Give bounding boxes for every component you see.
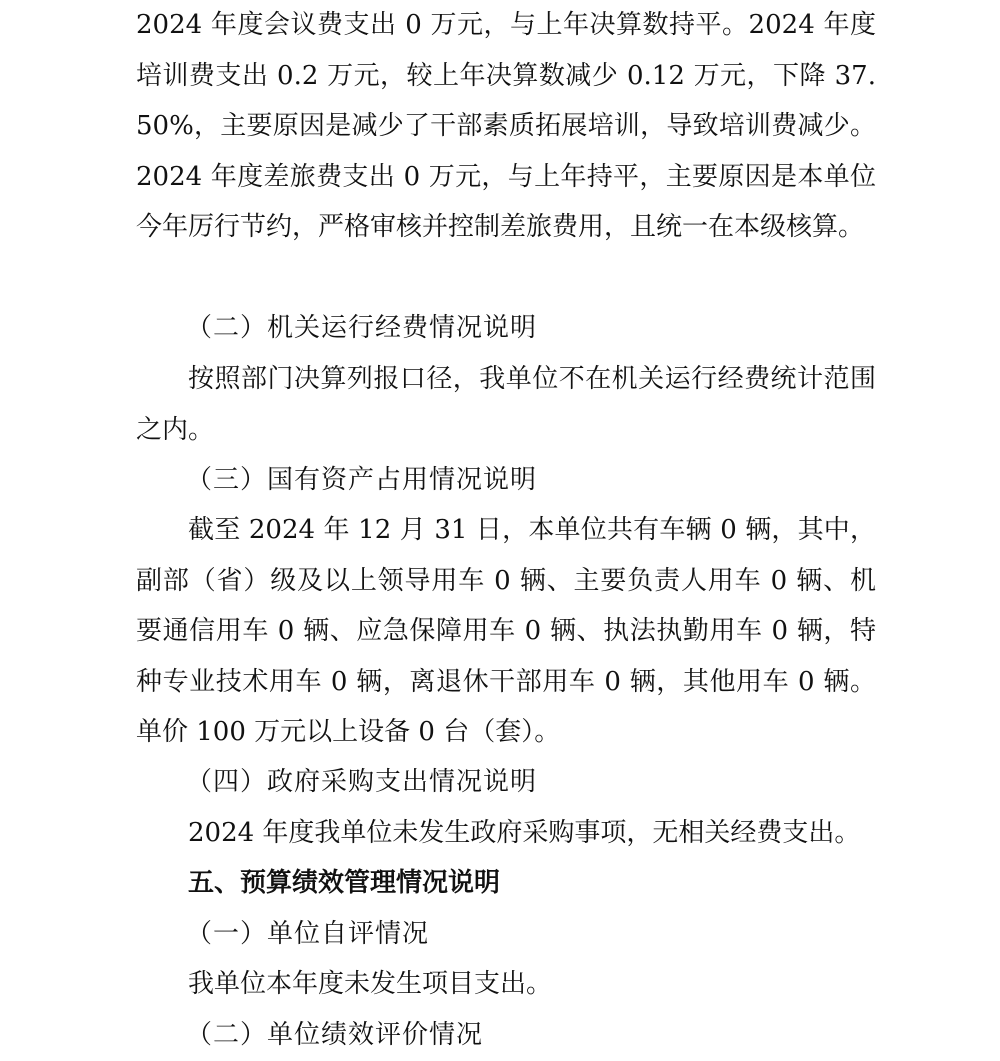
- paragraph-government-procurement: 2024 年度我单位未发生政府采购事项，无相关经费支出。: [188, 818, 861, 848]
- heading-government-procurement: （四）政府采购支出情况说明: [186, 767, 538, 797]
- paragraph-unit-self-evaluation: 我单位本年度未发生项目支出。: [188, 969, 553, 999]
- paragraph-meeting-training-travel-expenses: 2024 年度会议费支出 0 万元，与上年决算数持平。2024 年度培训费支出 0.2 万元，较上年决算数减少 0.12 万元，下降 37.50%，主要原因是减少了干部素质拓展培训，导致培训费减少。2024 年度差旅费支出 0 万元，与上年持平，主要原因是本单位今年厉行节约，严格审核并控制差旅费用，且统一在本级核算。: [136, 10, 876, 242]
- paragraph-state-assets: 截至 2024 年 12 月 31 日，本单位共有车辆 0 辆，其中，副部（省）级及以上领导用车 0 辆、主要负责人用车 0 辆、机要通信用车 0 辆、应急保障用车 0 辆、执法执勤用车 0 辆，特种专业技术用车 0 辆，离退休干部用车 0 辆，其他用车 0 辆。单价 100 万元以上设备 0 台（套）。: [136, 515, 876, 747]
- heading-unit-self-evaluation: （一）单位自评情况: [186, 919, 430, 949]
- heading-state-assets: （三）国有资产占用情况说明: [186, 465, 538, 495]
- heading-unit-performance-evaluation: （二）单位绩效评价情况: [186, 1020, 484, 1050]
- heading-agency-operating-expenses: （二）机关运行经费情况说明: [186, 313, 538, 343]
- heading-budget-performance-management: 五、预算绩效管理情况说明: [188, 868, 501, 898]
- paragraph-agency-operating-expenses: 按照部门决算列报口径，我单位不在机关运行经费统计范围之内。: [136, 364, 876, 445]
